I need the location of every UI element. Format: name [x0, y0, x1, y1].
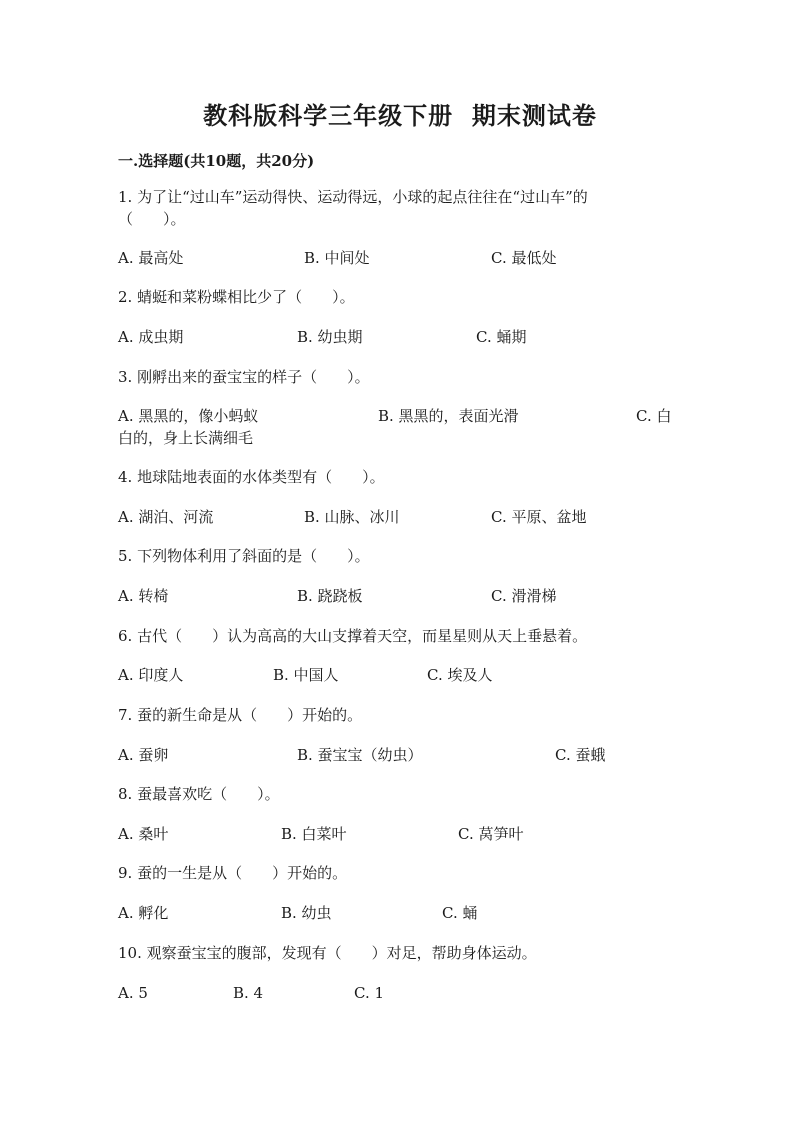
question-3-option-c: C. 白	[636, 407, 672, 425]
question-2-option-b: B. 幼虫期	[297, 328, 363, 346]
question-6-stem: 6. 古代（ ）认为高高的大山支撑着天空，而星星则从天上垂悬着。	[118, 627, 588, 645]
question-3-option-b: B. 黑黑的，表面光滑	[378, 407, 519, 425]
question-3-option-a: A. 黑黑的，像小蚂蚁	[118, 407, 259, 425]
question-10-option-c: C. 1	[354, 984, 385, 1002]
question-9-stem: 9. 蚕的一生是从（ ）开始的。	[118, 864, 348, 882]
question-9-option-b: B. 幼虫	[281, 904, 332, 922]
question-1-option-c: C. 最低处	[491, 249, 557, 267]
question-7-option-c: C. 蚕蛾	[555, 746, 606, 764]
question-10-option-b: B. 4	[233, 984, 264, 1002]
question-5-option-c: C. 滑滑梯	[491, 587, 557, 605]
section-heading: 一.选择题(共10题，共20分)	[118, 152, 315, 170]
question-4-option-a: A. 湖泊、河流	[118, 508, 214, 526]
question-4-stem: 4. 地球陆地表面的水体类型有（ ）。	[118, 468, 385, 486]
question-1-stem-line-1: 1. 为了让“过山车”运动得快、运动得远，小球的起点往往在“过山车”的	[118, 188, 588, 206]
question-8-option-a: A. 桑叶	[118, 825, 169, 843]
question-3-option-c-continuation: 白的，身上长满细毛	[118, 429, 254, 447]
question-7-option-a: A. 蚕卵	[118, 746, 169, 764]
question-8-option-c: C. 莴笋叶	[458, 825, 524, 843]
question-5-option-b: B. 跷跷板	[297, 587, 363, 605]
question-8-stem: 8. 蚕最喜欢吃（ ）。	[118, 785, 280, 803]
question-4-option-b: B. 山脉、冰川	[304, 508, 400, 526]
question-2-stem: 2. 蜻蜓和菜粉蝶相比少了（ ）。	[118, 288, 355, 306]
question-9-option-c: C. 蛹	[442, 904, 478, 922]
question-2-option-a: A. 成虫期	[118, 328, 184, 346]
question-10-option-a: A. 5	[118, 984, 148, 1002]
question-1-option-a: A. 最高处	[118, 249, 184, 267]
question-1-stem-line-2: （ ）。	[118, 210, 186, 228]
question-6-option-b: B. 中国人	[273, 666, 339, 684]
question-10-stem: 10. 观察蚕宝宝的腹部，发现有（ ）对足，帮助身体运动。	[118, 944, 537, 962]
question-5-option-a: A. 转椅	[118, 587, 169, 605]
page-title: 教科版科学三年级下册 期末测试卷	[203, 101, 597, 130]
question-2-option-c: C. 蛹期	[476, 328, 527, 346]
question-1-option-b: B. 中间处	[304, 249, 370, 267]
question-9-option-a: A. 孵化	[118, 904, 169, 922]
question-4-option-c: C. 平原、盆地	[491, 508, 587, 526]
question-5-stem: 5. 下列物体利用了斜面的是（ ）。	[118, 547, 370, 565]
question-3-stem: 3. 刚孵出来的蚕宝宝的样子（ ）。	[118, 368, 370, 386]
question-7-option-b: B. 蚕宝宝（幼虫）	[297, 746, 423, 764]
question-7-stem: 7. 蚕的新生命是从（ ）开始的。	[118, 706, 363, 724]
question-8-option-b: B. 白菜叶	[281, 825, 347, 843]
question-6-option-a: A. 印度人	[118, 666, 184, 684]
question-6-option-c: C. 埃及人	[427, 666, 493, 684]
